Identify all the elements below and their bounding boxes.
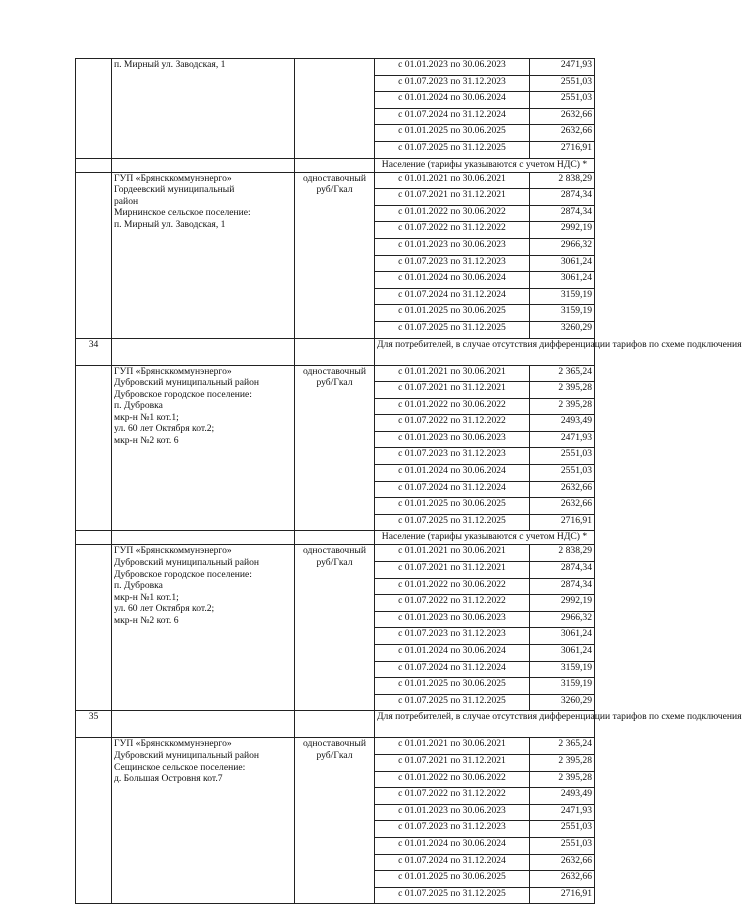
tariff-value-cell: 3061,24	[530, 628, 595, 645]
period-cell: с 01.07.2024 по 31.12.2024	[375, 288, 530, 305]
tariff-value-cell: 3061,24	[530, 645, 595, 662]
tariff-row	[76, 545, 595, 562]
section-header-text: Для потребителей, в случае отсутствия дифференциации тарифов по схеме подключения	[375, 338, 595, 365]
tariff-value-cell: 3260,29	[530, 321, 595, 338]
tariff-value-cell: 2716,91	[530, 514, 595, 531]
tariff-value-cell: 2493,49	[530, 415, 595, 432]
tariff-value-cell: 3159,19	[530, 305, 595, 322]
organization-line: ГУП «Брянсккоммунэнерго»	[114, 172, 232, 184]
number-cell	[76, 365, 112, 531]
period-cell: с 01.01.2025 по 30.06.2025	[375, 305, 530, 322]
tariff-value-cell: 2874,34	[530, 205, 595, 222]
period-cell: с 01.07.2025 по 31.12.2025	[375, 321, 530, 338]
organization-cell	[112, 738, 295, 904]
tariff-value-cell: 2966,32	[530, 611, 595, 628]
period-cell: с 01.07.2025 по 31.12.2025	[375, 887, 530, 904]
period-cell: с 01.01.2023 по 30.06.2023	[375, 804, 530, 821]
tariff-type-line: одноставочный	[303, 545, 366, 557]
tariff-type-line: руб/Гкал	[316, 557, 353, 569]
tariff-row	[76, 738, 595, 755]
tariff-type-line: одноставочный	[303, 365, 366, 377]
tariff-row	[76, 172, 595, 189]
period-cell: с 01.01.2022 по 30.06.2022	[375, 205, 530, 222]
period-cell: с 01.01.2025 по 30.06.2025	[375, 871, 530, 888]
empty-cell	[112, 158, 295, 172]
section-header-row	[76, 158, 595, 172]
number-cell	[76, 545, 112, 711]
tariff-value-cell: 2471,93	[530, 59, 595, 76]
tariff-type-cell	[295, 59, 375, 159]
organization-line: мкр-н №2 кот. 6	[114, 615, 179, 626]
tariff-value-cell: 2 395,28	[530, 771, 595, 788]
period-cell: с 01.07.2022 по 31.12.2022	[375, 595, 530, 612]
organization-line: Сещинское сельское поселение:	[114, 761, 246, 773]
tariff-value-cell: 2551,03	[530, 92, 595, 109]
organization-line: Дубровский муниципальный район	[114, 377, 260, 389]
tariff-type-line: одноставочный	[303, 738, 366, 750]
period-cell: с 01.01.2024 по 30.06.2024	[375, 92, 530, 109]
organization-line: ул. 60 лет Октября кот.2;	[114, 423, 215, 435]
tariff-value-cell: 2471,93	[530, 431, 595, 448]
section-header-text: Население (тарифы указываются с учетом НДС) *	[375, 531, 595, 545]
tariff-type-cell	[295, 365, 375, 531]
organization-line: Дубровское городское поселение:	[114, 388, 252, 400]
tariff-value-cell: 2874,34	[530, 578, 595, 595]
tariff-value-cell: 2632,66	[530, 871, 595, 888]
organization-line: район	[114, 195, 139, 207]
period-cell: с 01.07.2023 по 31.12.2023	[375, 628, 530, 645]
tariff-value-cell: 2551,03	[530, 75, 595, 92]
organization-line: Дубровский муниципальный район	[114, 749, 260, 761]
period-cell: с 01.07.2021 по 31.12.2021	[375, 562, 530, 579]
period-cell: с 01.01.2023 по 30.06.2023	[375, 431, 530, 448]
organization-line: Мирнинское сельское поселение:	[114, 207, 251, 219]
organization-cell	[112, 545, 295, 711]
period-cell: с 01.01.2024 по 30.06.2024	[375, 837, 530, 854]
period-cell: с 01.07.2022 по 31.12.2022	[375, 788, 530, 805]
tariff-type-line: руб/Гкал	[316, 377, 353, 389]
period-cell: с 01.01.2025 по 30.06.2025	[375, 498, 530, 515]
section-number: 35	[76, 711, 112, 738]
tariff-table	[75, 58, 742, 904]
period-cell: с 01.07.2023 по 31.12.2023	[375, 75, 530, 92]
period-cell: с 01.01.2021 по 30.06.2021	[375, 172, 530, 189]
tariff-value-cell: 3159,19	[530, 661, 595, 678]
tariff-value-cell: 2551,03	[530, 465, 595, 482]
period-cell: с 01.07.2024 по 31.12.2024	[375, 661, 530, 678]
section-header-row	[76, 531, 595, 545]
organization-line: Дубровский муниципальный район	[114, 557, 260, 569]
tariff-value-cell: 2716,91	[530, 887, 595, 904]
section-number: 34	[76, 338, 112, 365]
period-cell: с 01.01.2025 по 30.06.2025	[375, 678, 530, 695]
period-cell: с 01.07.2022 по 31.12.2022	[375, 222, 530, 239]
tariff-value-cell: 2551,03	[530, 821, 595, 838]
empty-cell	[112, 711, 295, 738]
period-cell: с 01.07.2024 по 31.12.2024	[375, 481, 530, 498]
tariff-value-cell: 2551,03	[530, 448, 595, 465]
tariff-value-cell: 2 365,24	[530, 738, 595, 755]
tariff-value-cell: 2632,66	[530, 854, 595, 871]
period-cell: с 01.01.2024 по 30.06.2024	[375, 645, 530, 662]
section-header-text: Для потребителей, в случае отсутствия дифференциации тарифов по схеме подключения	[375, 711, 595, 738]
period-cell: с 01.07.2024 по 31.12.2024	[375, 854, 530, 871]
tariff-value-cell: 3061,24	[530, 255, 595, 272]
empty-cell	[295, 711, 375, 738]
period-cell: с 01.07.2025 по 31.12.2025	[375, 694, 530, 711]
period-cell: с 01.01.2023 по 30.06.2023	[375, 59, 530, 76]
period-cell: с 01.07.2024 по 31.12.2024	[375, 108, 530, 125]
organization-cell	[112, 172, 295, 338]
tariff-value-cell: 2874,34	[530, 189, 595, 206]
tariff-value-cell: 3159,19	[530, 678, 595, 695]
period-cell: с 01.01.2022 по 30.06.2022	[375, 398, 530, 415]
organization-line: п. Мирный ул. Заводская, 1	[114, 218, 226, 230]
tariff-value-cell: 2 395,28	[530, 754, 595, 771]
organization-line: мкр-н №2 кот. 6	[114, 435, 179, 447]
period-cell: с 01.01.2022 по 30.06.2022	[375, 578, 530, 595]
section-header-row	[76, 711, 595, 738]
organization-line: мкр-н №1 кот.1;	[114, 411, 179, 423]
organization-line: ГУП «Брянсккоммунэнерго»	[114, 365, 232, 377]
period-cell: с 01.07.2021 по 31.12.2021	[375, 189, 530, 206]
tariff-value-cell: 2471,93	[530, 804, 595, 821]
tariff-value-cell: 3260,29	[530, 694, 595, 711]
tariff-type-line: руб/Гкал	[316, 184, 353, 196]
section-number	[76, 531, 112, 545]
number-cell	[76, 738, 112, 904]
tariff-value-cell: 2 395,28	[530, 382, 595, 399]
tariff-value-cell: 3159,19	[530, 288, 595, 305]
organization-line: ГУП «Брянсккоммунэнерго»	[114, 738, 232, 750]
period-cell: с 01.01.2025 по 30.06.2025	[375, 125, 530, 142]
empty-cell	[112, 338, 295, 365]
organization-line: ул. 60 лет Октября кот.2;	[114, 603, 215, 615]
period-cell: с 01.01.2023 по 30.06.2023	[375, 238, 530, 255]
organization-line: п. Мирный ул. Заводская, 1	[114, 59, 226, 70]
tariff-value-cell: 2493,49	[530, 788, 595, 805]
period-cell: с 01.07.2021 по 31.12.2021	[375, 382, 530, 399]
tariff-value-cell: 3061,24	[530, 272, 595, 289]
number-cell	[76, 59, 112, 159]
period-cell: с 01.01.2023 по 30.06.2023	[375, 611, 530, 628]
period-cell: с 01.01.2024 по 30.06.2024	[375, 272, 530, 289]
empty-cell	[295, 338, 375, 365]
tariff-value-cell: 2966,32	[530, 238, 595, 255]
tariff-value-cell: 2632,66	[530, 498, 595, 515]
period-cell: с 01.01.2021 по 30.06.2021	[375, 738, 530, 755]
tariff-value-cell: 2632,66	[530, 125, 595, 142]
tariff-row	[76, 59, 595, 76]
section-header-row	[76, 338, 595, 365]
organization-line: Гордеевский муниципальный	[114, 184, 235, 196]
period-cell: с 01.07.2021 по 31.12.2021	[375, 754, 530, 771]
organization-line: п. Дубровка	[114, 400, 163, 412]
section-number	[76, 158, 112, 172]
period-cell: с 01.07.2025 по 31.12.2025	[375, 514, 530, 531]
period-cell: с 01.01.2021 по 30.06.2021	[375, 545, 530, 562]
tariff-type-cell	[295, 172, 375, 338]
tariff-value-cell: 2 838,29	[530, 545, 595, 562]
tariff-type-cell	[295, 738, 375, 904]
tariff-value-cell: 2 395,28	[530, 398, 595, 415]
empty-cell	[295, 531, 375, 545]
period-cell: с 01.07.2022 по 31.12.2022	[375, 415, 530, 432]
empty-cell	[112, 531, 295, 545]
period-cell: с 01.01.2022 по 30.06.2022	[375, 771, 530, 788]
tariff-value-cell: 2716,91	[530, 141, 595, 158]
period-cell: с 01.07.2025 по 31.12.2025	[375, 141, 530, 158]
tariff-value-cell: 2874,34	[530, 562, 595, 579]
tariff-value-cell: 2551,03	[530, 837, 595, 854]
number-cell	[76, 172, 112, 338]
tariff-type-cell	[295, 545, 375, 711]
organization-line: мкр-н №1 кот.1;	[114, 591, 179, 603]
tariff-value-cell: 2992,19	[530, 222, 595, 239]
tariff-value-cell: 2 838,29	[530, 172, 595, 189]
period-cell: с 01.07.2023 по 31.12.2023	[375, 448, 530, 465]
tariff-value-cell: 2632,66	[530, 481, 595, 498]
period-cell: с 01.07.2023 по 31.12.2023	[375, 821, 530, 838]
empty-cell	[295, 158, 375, 172]
tariff-type-line: руб/Гкал	[316, 749, 353, 761]
period-cell: с 01.01.2024 по 30.06.2024	[375, 465, 530, 482]
tariff-table-body	[76, 59, 742, 904]
period-cell: с 01.01.2021 по 30.06.2021	[375, 365, 530, 382]
organization-cell	[112, 365, 295, 531]
period-cell: с 01.07.2023 по 31.12.2023	[375, 255, 530, 272]
section-header-text: Население (тарифы указываются с учетом НДС) *	[375, 158, 595, 172]
organization-line: д. Большая Островня кот.7	[114, 773, 223, 785]
organization-cell	[112, 59, 295, 159]
organization-line: ГУП «Брянсккоммунэнерго»	[114, 545, 232, 557]
organization-line: п. Дубровка	[114, 580, 163, 592]
tariff-value-cell: 2992,19	[530, 595, 595, 612]
organization-line: Дубровское городское поселение:	[114, 568, 252, 580]
tariff-value-cell: 2 365,24	[530, 365, 595, 382]
tariff-type-line: одноставочный	[303, 172, 366, 184]
tariff-row	[76, 365, 595, 382]
tariff-value-cell: 2632,66	[530, 108, 595, 125]
